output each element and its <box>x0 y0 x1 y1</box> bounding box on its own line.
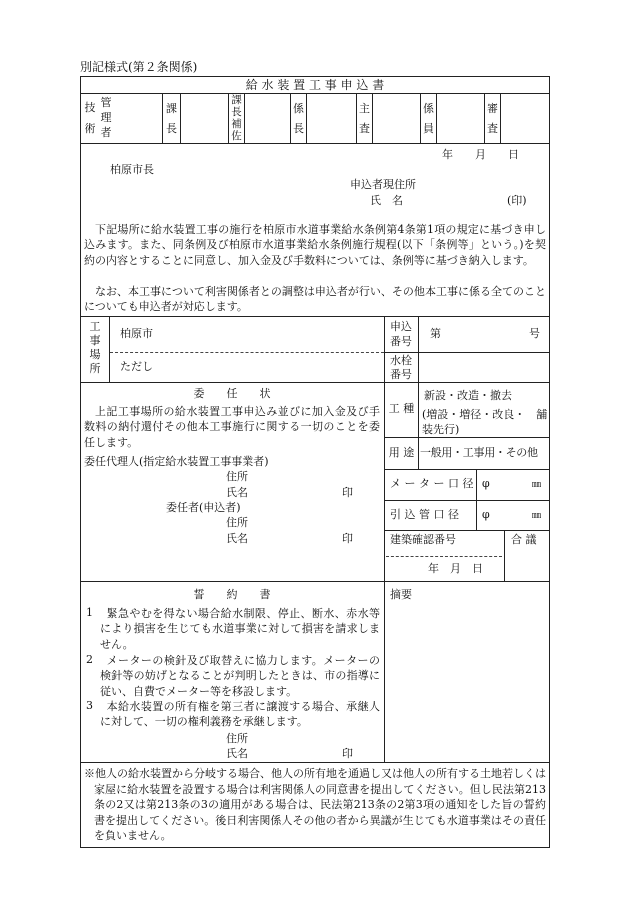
approval-label-part: 管 <box>100 96 112 109</box>
approval-label-part: 佐 <box>231 130 242 142</box>
site-label-part: 事 <box>89 334 101 347</box>
form-label: 別記様式(第２条関係) <box>80 60 198 74</box>
meter-diameter-label: メ ー タ ー 口 径 <box>390 477 474 490</box>
principal-label: 委任者(申込者) <box>166 501 241 514</box>
agent-address-label: 住所 <box>226 470 248 483</box>
oath-item-number: 2 <box>86 653 93 666</box>
agent-name-label: 氏名 <box>226 486 248 499</box>
approval-label-part: 術 <box>84 122 96 135</box>
approval-label-part: 長 <box>231 106 242 118</box>
app-number-value: 第 号 <box>430 327 540 340</box>
application-paragraph-1: 下記場所に給水装置工事の施行を柏原市水道事業給水条例第4条第1項の規定に基づき申し込みます。また、同条例及び柏原市水道事業給水条例施行規程(以下「条例等」という。)を契約の内容とすることに同意し、加入金及び手数料については、条例等に基づき納入します。 <box>84 223 546 267</box>
delegation-title: 委 任 状 <box>193 387 271 400</box>
oath-item-text: 緊急やむを得ない場合給水制限、停止、断水、赤水等により損害を生じても水道事業に対して損害を請求しません。 <box>100 607 380 651</box>
approval-label-part: 主 <box>359 102 370 115</box>
applicant-name-label: 氏 名 <box>370 194 403 207</box>
form-title: 給 水 装 置 工 事 申 込 書 <box>245 78 385 92</box>
app-number-label-part: 番号 <box>390 335 412 348</box>
site-label-part: 所 <box>89 362 101 375</box>
oath-item-text: 本給水装置の所有権を第三者に譲渡する場合、承継人に対して、一切の権利義務を承継します。 <box>100 700 380 729</box>
agent-label: 委任代理人(指定給水装置工事事業者) <box>84 455 269 468</box>
oath-title: 誓 約 書 <box>193 588 271 601</box>
approval-label-part: 者 <box>100 126 112 139</box>
hydrant-number-label-part: 番号 <box>390 368 412 381</box>
site-city: 柏原市 <box>120 327 153 340</box>
site-label-part: 工 <box>89 320 101 333</box>
oath-item-number: 1 <box>86 606 93 619</box>
approval-label-part: 技 <box>84 101 96 114</box>
building-confirmation-label: 建築確認番号 <box>390 533 456 546</box>
approval-label-part: 長 <box>293 122 304 135</box>
approval-label-part: 係 <box>423 102 434 115</box>
pipe-diameter-label: 引 込 管 口 径 <box>390 508 459 521</box>
approval-label-part: 員 <box>423 122 434 135</box>
approval-label-part: 審 <box>487 102 498 115</box>
principal-address-label: 住所 <box>226 516 248 529</box>
approval-label-part: 係 <box>293 102 304 115</box>
approval-label-part: 補 <box>231 118 242 130</box>
delegation-text: 上記工事場所の給水装置工事申込み並びに加入金及び手数料の納付還付その他本工事施行に関する一切のことを委任します。 <box>84 405 380 449</box>
pipe-phi: φ <box>482 508 490 521</box>
approval-label-part: 長 <box>166 122 177 135</box>
principal-seal: 印 <box>342 532 353 545</box>
application-date: 年 月 日 <box>442 148 519 161</box>
site-label-part: 場 <box>89 348 101 361</box>
principal-name-label: 氏名 <box>226 532 248 545</box>
app-number-label-part: 申込 <box>390 320 412 333</box>
oath-name-label: 氏名 <box>226 747 248 760</box>
applicant-address-label: 申込者現住所 <box>350 178 416 191</box>
use-value: 一般用・工事用・その他 <box>420 446 538 459</box>
site-note: ただし <box>120 360 153 373</box>
hydrant-number-label-part: 水栓 <box>390 354 412 367</box>
approval-label-part: 課 <box>231 94 242 106</box>
application-paragraph-2: なお、本工事について利害関係者との調整は申込者が行い、その他本工事に係る全てのことについても申込者が対応します。 <box>84 285 546 314</box>
summary-label: 摘要 <box>390 588 412 601</box>
work-type-line-2: (増設・増径・改良・ 舗装先行) <box>422 408 548 436</box>
approval-label-part: 査 <box>359 122 370 135</box>
meter-phi: φ <box>482 477 490 490</box>
pipe-unit: ㎜ <box>532 511 542 521</box>
oath-item-text: メーターの検針及び取替えに協力します。メーターの検針等の妨げとなることが判明したときは、市の指導に従い、自費でメーター等を移設します。 <box>100 654 380 698</box>
agent-seal: 印 <box>342 486 353 499</box>
addressee: 柏原市長 <box>110 163 154 176</box>
oath-item-number: 3 <box>86 699 93 712</box>
work-type-label: 工 種 <box>388 402 415 415</box>
oath-address-label: 住所 <box>226 732 248 745</box>
use-label: 用 途 <box>388 446 415 459</box>
approval-label-part: 課 <box>166 102 177 115</box>
oath-seal: 印 <box>342 747 353 760</box>
work-type-line-1: 新設・改造・撤去 <box>424 389 512 402</box>
building-date: 年 月 日 <box>428 562 483 575</box>
approval-label-part: 査 <box>487 122 498 135</box>
consultation-label: 合 議 <box>511 533 537 546</box>
meter-unit: ㎜ <box>532 480 542 490</box>
approval-label-part: 理 <box>100 111 112 124</box>
footnote: ※他人の給水装置から分岐する場合、他人の所有地を通過し又は他人の所有する土地若しくは家屋に給水装置を設置する場合は利害関係人の同意書を提出してください。但し民法第213条の2又は第213条の3の適用がある場合は、民法第213条の2第3項の通知をした旨の誓約書を提出してください。後日利害関係人その他の者から異議が生じても水道事業はその責任を負いません。 <box>84 767 546 842</box>
applicant-seal: (印) <box>507 194 527 207</box>
